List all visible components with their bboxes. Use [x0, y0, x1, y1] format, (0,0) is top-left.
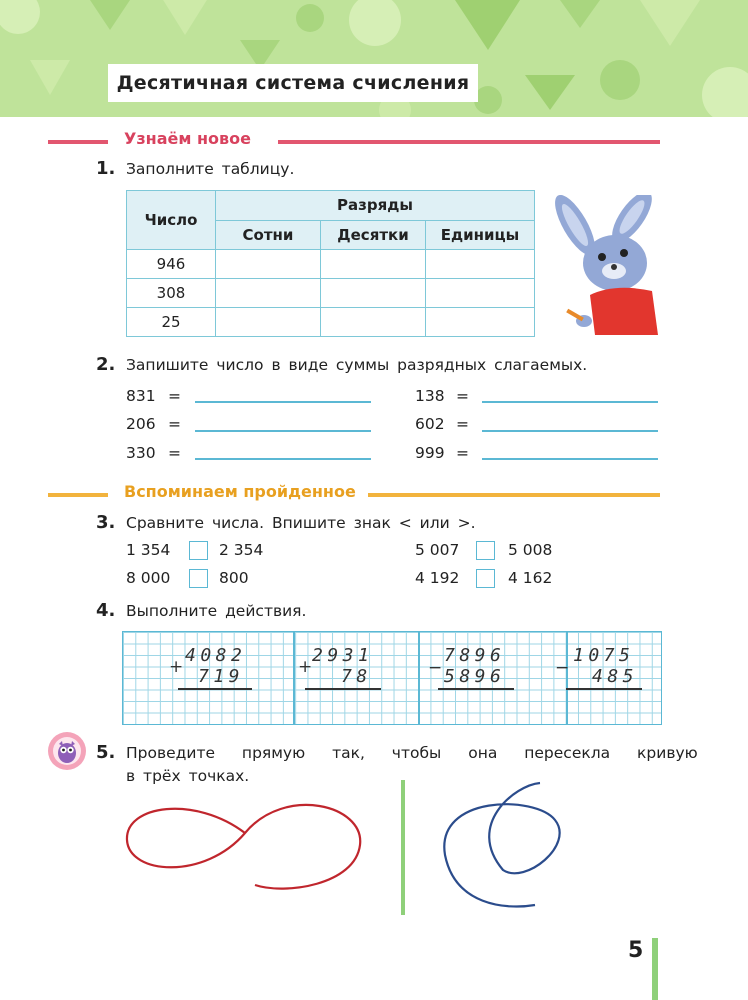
bunny-illustration	[540, 195, 670, 343]
exercise-text-line2: в трёх точках.	[126, 767, 250, 785]
compare-right: 4 162	[508, 569, 553, 587]
divider-bar	[401, 780, 405, 915]
answer-line[interactable]	[482, 401, 658, 403]
operand-bottom: 719	[198, 666, 245, 687]
operation-sign: +	[169, 657, 184, 677]
compare-right: 5 008	[508, 541, 553, 559]
section-label: Узнаём новое	[118, 129, 257, 148]
exercise-text-line1: Проведите прямую так, чтобы она пересекла кривую	[126, 744, 698, 762]
grid-divider	[418, 631, 420, 725]
expansion-number: 330	[126, 444, 156, 462]
section-rule-right	[368, 493, 660, 497]
grid-divider	[293, 631, 295, 725]
equals-sign: =	[168, 444, 181, 462]
exercise-number: 4.	[96, 600, 116, 621]
operand-bottom: 78	[341, 666, 372, 687]
answer-line[interactable]	[482, 458, 658, 460]
exercise-number: 2.	[96, 354, 116, 375]
table-cell-input[interactable]	[321, 308, 426, 337]
operand-top: 2931	[312, 645, 374, 666]
table-header-number: Число	[127, 191, 216, 250]
table-cell-input[interactable]	[321, 279, 426, 308]
answer-line[interactable]	[195, 430, 371, 432]
compare-left: 5 007	[415, 541, 460, 559]
sum-bar	[305, 688, 381, 690]
exercise-text: Заполните таблицу.	[126, 160, 295, 178]
compare-right: 800	[219, 569, 249, 587]
section-label: Вспоминаем пройденное	[118, 482, 362, 501]
table-row	[127, 308, 535, 337]
operand-bottom: 485	[592, 666, 639, 687]
table-cell-input[interactable]	[216, 308, 321, 337]
compare-left: 1 354	[126, 541, 171, 559]
table-row	[127, 250, 535, 279]
equals-sign: =	[168, 387, 181, 405]
operation-sign: +	[298, 657, 313, 677]
equals-sign: =	[456, 444, 469, 462]
page-number: 5	[628, 938, 644, 963]
table-cell-input[interactable]	[426, 308, 535, 337]
table-cell-number: 946	[127, 250, 216, 279]
compare-left: 8 000	[126, 569, 171, 587]
difference-bar	[438, 688, 514, 690]
spiral-curve	[444, 783, 559, 907]
answer-line[interactable]	[195, 458, 371, 460]
operation-sign: −	[555, 658, 570, 678]
page-number-bar	[652, 938, 658, 1000]
operand-top: 7896	[444, 645, 506, 666]
table-header-group: Разряды	[216, 191, 535, 221]
expansion-number: 999	[415, 444, 445, 462]
exercise-text: Сравните числа. Впишите знак < или >.	[126, 514, 476, 532]
digits-table	[126, 190, 535, 337]
header-banner	[0, 0, 748, 117]
difference-bar	[566, 688, 642, 690]
compare-box[interactable]	[189, 541, 208, 560]
table-header-tens: Десятки	[321, 220, 426, 250]
owl-icon	[46, 730, 88, 772]
sum-bar	[178, 688, 252, 690]
operand-top: 4082	[185, 645, 247, 666]
compare-left: 4 192	[415, 569, 460, 587]
table-header-hundreds: Сотни	[216, 220, 321, 250]
table-cell-input[interactable]	[426, 279, 535, 308]
section-header-learn	[48, 129, 660, 153]
section-rule-left	[48, 140, 108, 144]
table-row	[127, 279, 535, 308]
table-cell-input[interactable]	[216, 250, 321, 279]
table-cell-input[interactable]	[321, 250, 426, 279]
answer-line[interactable]	[482, 430, 658, 432]
infinity-curve	[127, 805, 360, 889]
operation-sign: −	[428, 658, 443, 678]
compare-box[interactable]	[189, 569, 208, 588]
exercise-number: 5.	[96, 742, 116, 763]
curves-drawing[interactable]	[115, 775, 675, 925]
equals-sign: =	[456, 387, 469, 405]
expansion-number: 206	[126, 415, 156, 433]
operand-top: 1075	[573, 645, 635, 666]
table-header-units: Единицы	[426, 220, 535, 250]
exercise-number: 1.	[96, 158, 116, 179]
table-cell-number: 308	[127, 279, 216, 308]
compare-box[interactable]	[476, 569, 495, 588]
expansion-number: 831	[126, 387, 156, 405]
grid-divider	[566, 631, 568, 725]
compare-right: 2 354	[219, 541, 264, 559]
equals-sign: =	[168, 415, 181, 433]
table-cell-input[interactable]	[216, 279, 321, 308]
table-cell-number: 25	[127, 308, 216, 337]
exercise-text: Выполните действия.	[126, 602, 307, 620]
operand-bottom: 5896	[444, 666, 506, 687]
expansion-number: 138	[415, 387, 445, 405]
exercise-number: 3.	[96, 512, 116, 533]
compare-box[interactable]	[476, 541, 495, 560]
exercise-text: Запишите число в виде суммы разрядных слагаемых.	[126, 356, 588, 374]
expansion-number: 602	[415, 415, 445, 433]
section-header-review	[48, 482, 660, 506]
answer-line[interactable]	[195, 401, 371, 403]
page-title: Десятичная система счисления	[108, 64, 478, 102]
section-rule-right	[278, 140, 660, 144]
section-rule-left	[48, 493, 108, 497]
table-cell-input[interactable]	[426, 250, 535, 279]
equals-sign: =	[456, 415, 469, 433]
